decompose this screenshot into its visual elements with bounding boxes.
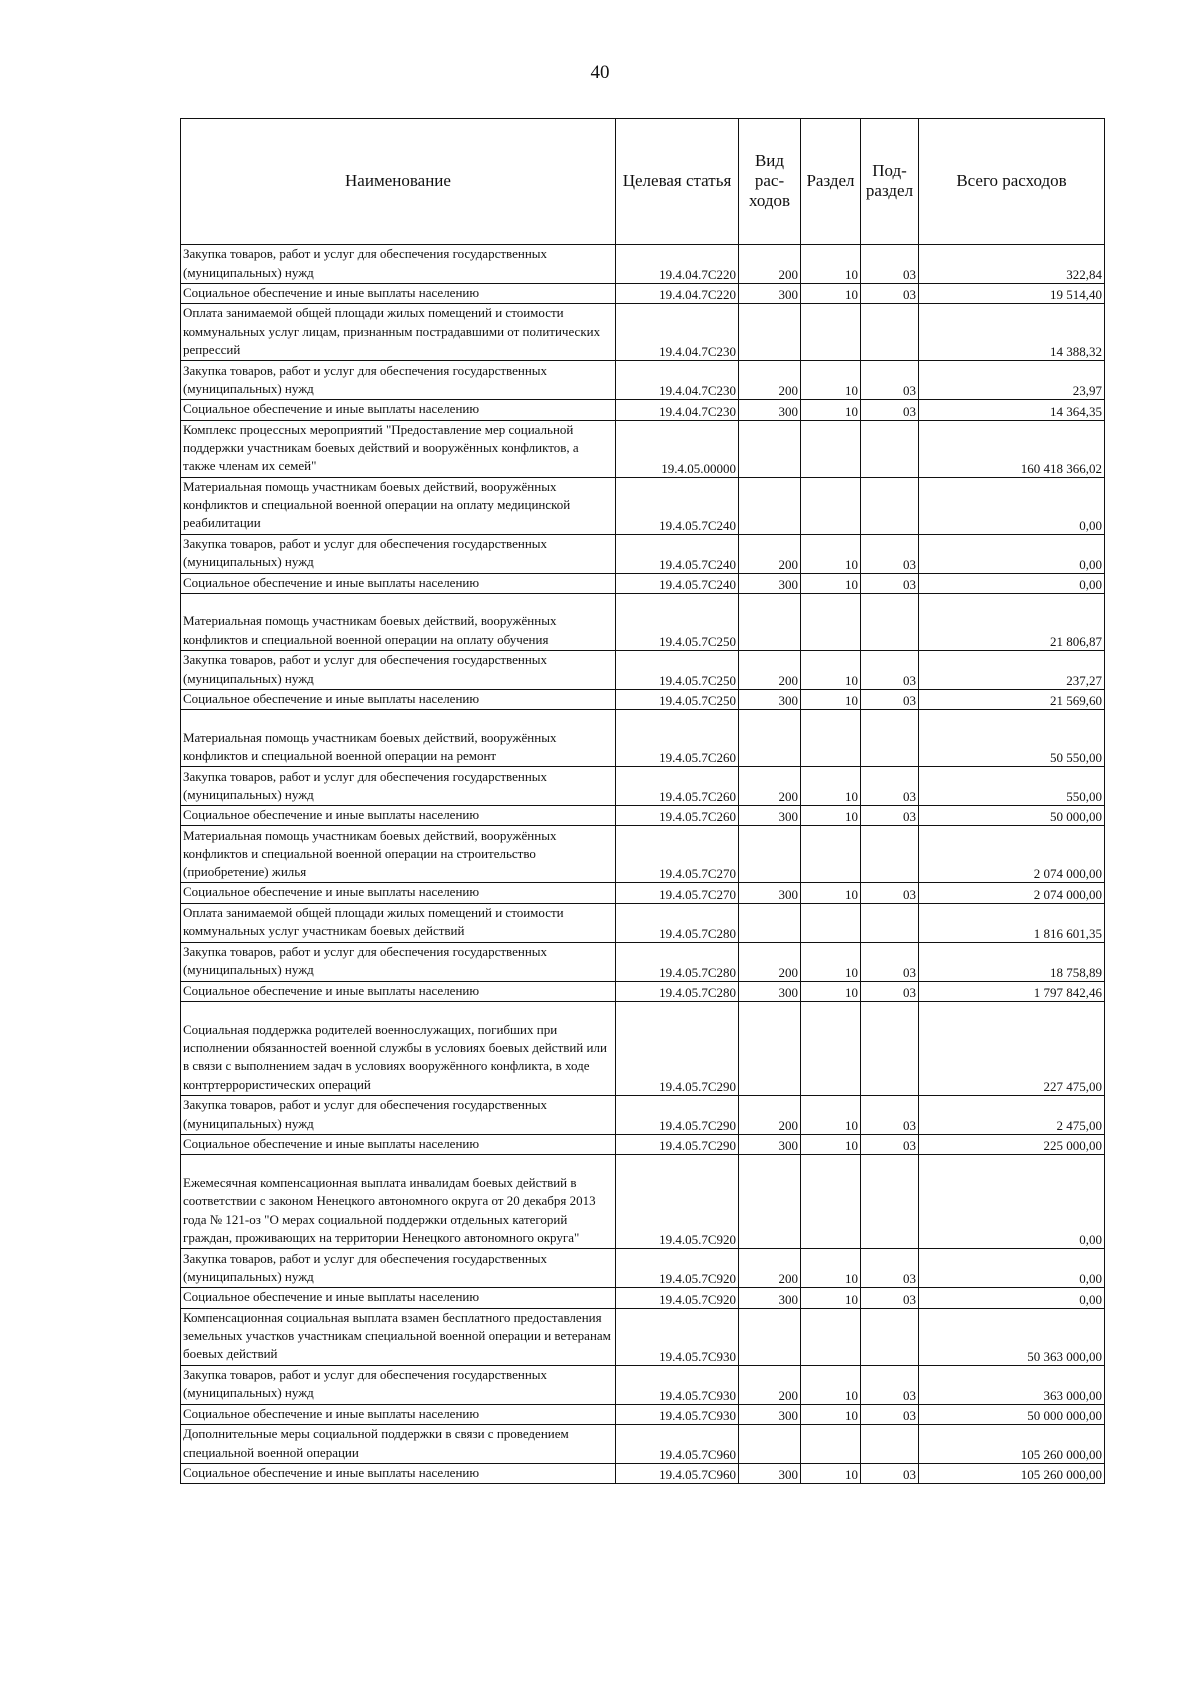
table-row — [181, 1308, 1105, 1365]
row-subsection: 03 — [861, 245, 919, 284]
row-subsection — [861, 710, 919, 767]
table-row — [181, 1404, 1105, 1424]
row-section: 10 — [801, 361, 861, 400]
table-row — [181, 981, 1105, 1001]
row-section — [801, 1155, 861, 1249]
row-subsection — [861, 1002, 919, 1096]
row-name: Социальное обеспечение и иные выплаты населению — [181, 981, 616, 1001]
row-expense-type: 200 — [739, 942, 801, 981]
table-header-row — [181, 119, 1105, 245]
row-subsection: 03 — [861, 1404, 919, 1424]
row-target-code: 19.4.05.7С280 — [616, 903, 739, 942]
table-row — [181, 361, 1105, 400]
row-total: 50 000 000,00 — [919, 1404, 1105, 1424]
row-subsection: 03 — [861, 1463, 919, 1483]
row-target-code: 19.4.05.7С260 — [616, 806, 739, 826]
row-total: 550,00 — [919, 767, 1105, 806]
row-total: 1 797 842,46 — [919, 981, 1105, 1001]
row-subsection — [861, 477, 919, 534]
row-target-code: 19.4.05.7С290 — [616, 1135, 739, 1155]
row-section: 10 — [801, 1463, 861, 1483]
row-expense-type — [739, 1002, 801, 1096]
row-section: 10 — [801, 650, 861, 689]
row-name: Социальное обеспечение и иные выплаты населению — [181, 883, 616, 903]
row-subsection: 03 — [861, 1135, 919, 1155]
row-total: 2 074 000,00 — [919, 826, 1105, 883]
row-expense-type — [739, 304, 801, 361]
row-subsection: 03 — [861, 534, 919, 573]
row-name: Закупка товаров, работ и услуг для обеспечения государственных (муниципальных) нужд — [181, 650, 616, 689]
row-expense-type: 200 — [739, 767, 801, 806]
table-row — [181, 1155, 1105, 1249]
row-target-code: 19.4.05.7С260 — [616, 767, 739, 806]
row-name: Закупка товаров, работ и услуг для обеспечения государственных (муниципальных) нужд — [181, 361, 616, 400]
row-expense-type: 300 — [739, 981, 801, 1001]
row-name: Оплата занимаемой общей площади жилых помещений и стоимости коммунальных услуг участникам боевых действий — [181, 903, 616, 942]
row-subsection: 03 — [861, 883, 919, 903]
row-expense-type: 200 — [739, 534, 801, 573]
table-row — [181, 1002, 1105, 1096]
row-target-code: 19.4.05.7С920 — [616, 1249, 739, 1288]
table-row — [181, 1096, 1105, 1135]
row-expense-type: 200 — [739, 245, 801, 284]
table-row — [181, 400, 1105, 420]
row-expense-type: 300 — [739, 1404, 801, 1424]
row-target-code: 19.4.04.7С220 — [616, 284, 739, 304]
row-subsection: 03 — [861, 1288, 919, 1308]
row-expense-type — [739, 903, 801, 942]
row-total: 322,84 — [919, 245, 1105, 284]
row-section — [801, 1002, 861, 1096]
row-expense-type: 200 — [739, 1096, 801, 1135]
row-expense-type: 300 — [739, 689, 801, 709]
row-name: Оплата занимаемой общей площади жилых помещений и стоимости коммунальных услуг лицам, признанным пострадавшими от политических репрессий — [181, 304, 616, 361]
row-subsection — [861, 903, 919, 942]
table-row — [181, 1463, 1105, 1483]
row-target-code: 19.4.05.7С240 — [616, 534, 739, 573]
row-name: Компенсационная социальная выплата взамен бесплатного предоставления земельных участков участникам специальной военной операции и ветеранам боевых действий — [181, 1308, 616, 1365]
row-section: 10 — [801, 573, 861, 593]
row-subsection: 03 — [861, 284, 919, 304]
row-name: Социальное обеспечение и иные выплаты населению — [181, 1404, 616, 1424]
row-name: Комплекс процессных мероприятий "Предоставление мер социальной поддержки участникам боевых действий и вооружённых конфликтов, а также членам их семей" — [181, 420, 616, 477]
row-target-code: 19.4.05.7С270 — [616, 826, 739, 883]
row-subsection — [861, 593, 919, 650]
row-total: 105 260 000,00 — [919, 1424, 1105, 1463]
row-expense-type: 300 — [739, 573, 801, 593]
row-expense-type: 200 — [739, 650, 801, 689]
table-row — [181, 304, 1105, 361]
row-expense-type — [739, 1155, 801, 1249]
row-name: Социальное обеспечение и иные выплаты населению — [181, 1463, 616, 1483]
row-name: Материальная помощь участникам боевых действий, вооружённых конфликтов и специальной военной операции на ремонт — [181, 710, 616, 767]
row-section: 10 — [801, 981, 861, 1001]
row-target-code: 19.4.04.7С230 — [616, 400, 739, 420]
row-section — [801, 903, 861, 942]
row-expense-type — [739, 710, 801, 767]
header-name: Наименование — [181, 119, 616, 245]
row-name: Социальная поддержка родителей военнослужащих, погибших при исполнении обязанностей военной службы в условиях боевых действий или в связи с выполнением задач в условиях вооружённого конфликта, в ходе контртеррористических операций — [181, 1002, 616, 1096]
row-section — [801, 420, 861, 477]
row-subsection: 03 — [861, 361, 919, 400]
row-target-code: 19.4.04.7С220 — [616, 245, 739, 284]
row-total: 21 569,60 — [919, 689, 1105, 709]
row-target-code: 19.4.05.7С960 — [616, 1463, 739, 1483]
row-target-code: 19.4.05.7С960 — [616, 1424, 739, 1463]
table-row — [181, 1135, 1105, 1155]
row-subsection: 03 — [861, 1096, 919, 1135]
row-name: Социальное обеспечение и иные выплаты населению — [181, 1288, 616, 1308]
row-target-code: 19.4.05.7С930 — [616, 1365, 739, 1404]
row-total: 0,00 — [919, 1288, 1105, 1308]
row-name: Закупка товаров, работ и услуг для обеспечения государственных (муниципальных) нужд — [181, 1365, 616, 1404]
row-section: 10 — [801, 883, 861, 903]
row-subsection: 03 — [861, 942, 919, 981]
row-section: 10 — [801, 1288, 861, 1308]
header-target: Целевая статья — [616, 119, 739, 245]
header-section: Раздел — [801, 119, 861, 245]
row-target-code: 19.4.05.7С270 — [616, 883, 739, 903]
row-subsection — [861, 826, 919, 883]
table-row — [181, 767, 1105, 806]
row-total: 0,00 — [919, 1249, 1105, 1288]
row-subsection: 03 — [861, 400, 919, 420]
row-section — [801, 593, 861, 650]
row-subsection — [861, 1424, 919, 1463]
row-expense-type — [739, 1424, 801, 1463]
row-expense-type — [739, 420, 801, 477]
table-row — [181, 477, 1105, 534]
row-section: 10 — [801, 689, 861, 709]
row-subsection — [861, 1155, 919, 1249]
header-total: Всего расходов — [919, 119, 1105, 245]
table-row — [181, 420, 1105, 477]
row-name: Ежемесячная компенсационная выплата инвалидам боевых действий в соответствии с законом Ненецкого автономного округа от 20 декабря 2013 года № 121-оз "О мерах социальной поддержки отдельных категорий граждан, проживающих на территории Ненецкого автономного округа" — [181, 1155, 616, 1249]
row-subsection — [861, 1308, 919, 1365]
table-row — [181, 1249, 1105, 1288]
row-name: Дополнительные меры социальной поддержки в связи с проведением специальной военной операции — [181, 1424, 616, 1463]
row-section — [801, 1424, 861, 1463]
row-subsection: 03 — [861, 981, 919, 1001]
row-subsection: 03 — [861, 573, 919, 593]
row-name: Социальное обеспечение и иные выплаты населению — [181, 1135, 616, 1155]
row-section — [801, 826, 861, 883]
row-section — [801, 1308, 861, 1365]
row-subsection: 03 — [861, 806, 919, 826]
row-subsection: 03 — [861, 1249, 919, 1288]
row-name: Закупка товаров, работ и услуг для обеспечения государственных (муниципальных) нужд — [181, 767, 616, 806]
row-target-code: 19.4.05.7С250 — [616, 593, 739, 650]
row-total: 105 260 000,00 — [919, 1463, 1105, 1483]
row-section: 10 — [801, 284, 861, 304]
row-target-code: 19.4.05.7С240 — [616, 573, 739, 593]
row-target-code: 19.4.05.7С920 — [616, 1288, 739, 1308]
row-expense-type: 200 — [739, 1365, 801, 1404]
row-section: 10 — [801, 942, 861, 981]
row-expense-type — [739, 826, 801, 883]
row-total: 21 806,87 — [919, 593, 1105, 650]
row-section: 10 — [801, 806, 861, 826]
row-name: Социальное обеспечение и иные выплаты населению — [181, 573, 616, 593]
row-total: 0,00 — [919, 573, 1105, 593]
row-target-code: 19.4.04.7С230 — [616, 304, 739, 361]
row-expense-type: 300 — [739, 1135, 801, 1155]
table-row — [181, 1424, 1105, 1463]
row-target-code: 19.4.05.7С280 — [616, 981, 739, 1001]
table-row — [181, 1288, 1105, 1308]
table-row — [181, 534, 1105, 573]
row-target-code: 19.4.04.7С230 — [616, 361, 739, 400]
page-number: 40 — [590, 62, 610, 83]
row-expense-type: 300 — [739, 1288, 801, 1308]
row-section: 10 — [801, 1249, 861, 1288]
row-section: 10 — [801, 767, 861, 806]
row-total: 50 550,00 — [919, 710, 1105, 767]
table-row — [181, 826, 1105, 883]
row-target-code: 19.4.05.7С280 — [616, 942, 739, 981]
row-name: Закупка товаров, работ и услуг для обеспечения государственных (муниципальных) нужд — [181, 1249, 616, 1288]
row-total: 50 363 000,00 — [919, 1308, 1105, 1365]
row-section: 10 — [801, 400, 861, 420]
row-subsection: 03 — [861, 650, 919, 689]
row-total: 0,00 — [919, 534, 1105, 573]
header-subsection: Под-раздел — [861, 119, 919, 245]
row-subsection: 03 — [861, 689, 919, 709]
row-expense-type: 300 — [739, 400, 801, 420]
row-name: Материальная помощь участникам боевых действий, вооружённых конфликтов и специальной военной операции на строительство (приобретение) жилья — [181, 826, 616, 883]
row-total: 237,27 — [919, 650, 1105, 689]
row-expense-type — [739, 1308, 801, 1365]
row-target-code: 19.4.05.7С930 — [616, 1308, 739, 1365]
row-section: 10 — [801, 1365, 861, 1404]
row-section — [801, 477, 861, 534]
row-section: 10 — [801, 534, 861, 573]
row-section: 10 — [801, 1096, 861, 1135]
row-subsection — [861, 304, 919, 361]
row-name: Закупка товаров, работ и услуг для обеспечения государственных (муниципальных) нужд — [181, 534, 616, 573]
table-row — [181, 593, 1105, 650]
table-row — [181, 806, 1105, 826]
row-target-code: 19.4.05.7С240 — [616, 477, 739, 534]
row-total: 0,00 — [919, 1155, 1105, 1249]
row-target-code: 19.4.05.7С260 — [616, 710, 739, 767]
row-expense-type — [739, 477, 801, 534]
row-name: Материальная помощь участникам боевых действий, вооружённых конфликтов и специальной военной операции на оплату медицинской реабилитации — [181, 477, 616, 534]
row-expense-type: 300 — [739, 1463, 801, 1483]
table-row — [181, 650, 1105, 689]
row-name: Закупка товаров, работ и услуг для обеспечения государственных (муниципальных) нужд — [181, 1096, 616, 1135]
row-total: 14 364,35 — [919, 400, 1105, 420]
table-row — [181, 689, 1105, 709]
budget-table — [180, 118, 1105, 1484]
row-name: Закупка товаров, работ и услуг для обеспечения государственных (муниципальных) нужд — [181, 942, 616, 981]
row-name: Закупка товаров, работ и услуг для обеспечения государственных (муниципальных) нужд — [181, 245, 616, 284]
table-row — [181, 1365, 1105, 1404]
row-total: 0,00 — [919, 477, 1105, 534]
row-section — [801, 710, 861, 767]
row-total: 23,97 — [919, 361, 1105, 400]
row-expense-type: 300 — [739, 806, 801, 826]
row-target-code: 19.4.05.7С290 — [616, 1096, 739, 1135]
row-name: Социальное обеспечение и иные выплаты населению — [181, 284, 616, 304]
row-target-code: 19.4.05.7С920 — [616, 1155, 739, 1249]
table-row — [181, 903, 1105, 942]
row-target-code: 19.4.05.7С250 — [616, 689, 739, 709]
table-row — [181, 883, 1105, 903]
row-total: 19 514,40 — [919, 284, 1105, 304]
header-type: Вид рас-ходов — [739, 119, 801, 245]
row-expense-type — [739, 593, 801, 650]
row-target-code: 19.4.05.00000 — [616, 420, 739, 477]
row-total: 1 816 601,35 — [919, 903, 1105, 942]
row-total: 14 388,32 — [919, 304, 1105, 361]
row-total: 225 000,00 — [919, 1135, 1105, 1155]
row-expense-type: 200 — [739, 361, 801, 400]
row-total: 2 475,00 — [919, 1096, 1105, 1135]
row-expense-type: 300 — [739, 284, 801, 304]
row-target-code: 19.4.05.7С250 — [616, 650, 739, 689]
row-total: 227 475,00 — [919, 1002, 1105, 1096]
row-section: 10 — [801, 245, 861, 284]
row-target-code: 19.4.05.7С930 — [616, 1404, 739, 1424]
row-total: 363 000,00 — [919, 1365, 1105, 1404]
row-subsection — [861, 420, 919, 477]
row-total: 50 000,00 — [919, 806, 1105, 826]
table-row — [181, 573, 1105, 593]
row-section: 10 — [801, 1404, 861, 1424]
row-section: 10 — [801, 1135, 861, 1155]
row-name: Социальное обеспечение и иные выплаты населению — [181, 806, 616, 826]
row-expense-type: 300 — [739, 883, 801, 903]
row-name: Социальное обеспечение и иные выплаты населению — [181, 689, 616, 709]
row-name: Материальная помощь участникам боевых действий, вооружённых конфликтов и специальной военной операции на оплату обучения — [181, 593, 616, 650]
table-row — [181, 284, 1105, 304]
row-total: 160 418 366,02 — [919, 420, 1105, 477]
row-name: Социальное обеспечение и иные выплаты населению — [181, 400, 616, 420]
row-section — [801, 304, 861, 361]
row-subsection: 03 — [861, 767, 919, 806]
row-subsection: 03 — [861, 1365, 919, 1404]
table-row — [181, 710, 1105, 767]
row-total: 18 758,89 — [919, 942, 1105, 981]
row-total: 2 074 000,00 — [919, 883, 1105, 903]
table-row — [181, 245, 1105, 284]
table-row — [181, 942, 1105, 981]
row-expense-type: 200 — [739, 1249, 801, 1288]
row-target-code: 19.4.05.7С290 — [616, 1002, 739, 1096]
